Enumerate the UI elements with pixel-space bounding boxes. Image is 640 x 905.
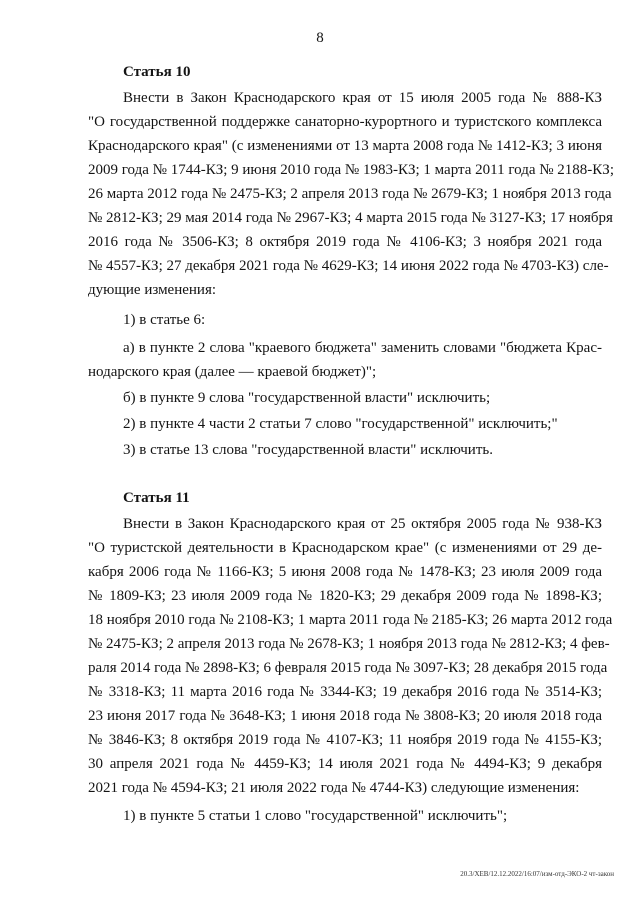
article-11-line: 30 апреля 2021 года № 4459-КЗ; 14 июля 2021 года № 4494-КЗ; 9 декабря — [88, 756, 602, 772]
article-11-line: Внести в Закон Краснодарского края от 25 октября 2005 года № 938-КЗ — [123, 516, 602, 532]
article-10-item: 3) в статье 13 слова "государственной власти" исключить. — [123, 442, 493, 458]
article-10-line: 2016 года № 3506-КЗ; 8 октября 2019 года № 4106-КЗ; 3 ноября 2021 года — [88, 234, 602, 250]
article-10-item: 1) в статье 6: — [123, 312, 206, 328]
article-11-line: № 2475-КЗ; 2 апреля 2013 года № 2678-КЗ; 1 ноября 2013 года № 2812-КЗ; 4 фев- — [88, 636, 610, 652]
article-11-line: "О туристской деятельности в Краснодарском крае" (с изменениями от 29 де- — [88, 540, 602, 556]
article-11-line: кабря 2006 года № 1166-КЗ; 5 июня 2008 года № 1478-КЗ; 23 июля 2009 года — [88, 564, 602, 580]
article-11-line: 2021 года № 4594-КЗ; 21 июля 2022 года № 4744-КЗ) следующие изменения: — [88, 780, 580, 796]
article-11-line: 23 июня 2017 года № 3648-КЗ; 1 июня 2018 года № 3808-КЗ; 20 июля 2018 года — [88, 708, 602, 724]
article-10-line: Краснодарского края" (с изменениями от 13 марта 2008 года № 1412-КЗ; 3 июня — [88, 138, 602, 154]
page-number: 8 — [316, 30, 324, 46]
article-10-line: "О государственной поддержке санаторно-курортного и туристского комплекса — [88, 114, 602, 130]
article-10-line: Внести в Закон Краснодарского края от 15 июля 2005 года № 888-КЗ — [123, 90, 602, 106]
article-10-item: б) в пункте 9 слова "государственной власти" исключить; — [123, 390, 491, 406]
article-11-line: № 3318-КЗ; 11 марта 2016 года № 3344-КЗ; 19 декабря 2016 года № 3514-КЗ; — [88, 684, 602, 700]
article-10-line: № 4557-КЗ; 27 декабря 2021 года № 4629-КЗ; 14 июня 2022 года № 4703-КЗ) сле- — [88, 258, 609, 274]
article-10-heading: Статья 10 — [123, 64, 191, 80]
article-11-line: № 3846-КЗ; 8 октября 2019 года № 4107-КЗ; 11 ноября 2019 года № 4155-КЗ; — [88, 732, 602, 748]
article-10-item: 2) в пункте 4 части 2 статьи 7 слово "государственной" исключить;" — [123, 416, 558, 432]
article-10-line: дующие изменения: — [88, 282, 217, 298]
article-11-line: 18 ноября 2010 года № 2108-КЗ; 1 марта 2011 года № 2185-КЗ; 26 марта 2012 года — [88, 612, 613, 628]
article-10-item: а) в пункте 2 слова "краевого бюджета" заменить словами "бюджета Крас- — [123, 340, 602, 356]
article-10-item: нодарского края (далее — краевой бюджет)"; — [88, 364, 377, 380]
article-10-line: № 2812-КЗ; 29 мая 2014 года № 2967-КЗ; 4 марта 2015 года № 3127-КЗ; 17 ноября — [88, 210, 613, 226]
article-11-item: 1) в пункте 5 статьи 1 слово "государственной" исключить"; — [123, 808, 508, 824]
article-10-line: 26 марта 2012 года № 2475-КЗ; 2 апреля 2013 года № 2679-КЗ; 1 ноября 2013 года — [88, 186, 612, 202]
article-10-line: 2009 года № 1744-КЗ; 9 июня 2010 года № 1983-КЗ; 1 марта 2011 года № 2188-КЗ; — [88, 162, 614, 178]
article-11-line: раля 2014 года № 2898-КЗ; 6 февраля 2015 года № 3097-КЗ; 28 декабря 2015 года — [88, 660, 608, 676]
document-footer-code: 20.3/ХЕВ/12.12.2022/16:07/изм-отд-ЭКО-2 чт-закон — [460, 870, 614, 878]
article-11-heading: Статья 11 — [123, 490, 190, 506]
article-11-line: № 1809-КЗ; 23 июля 2009 года № 1820-КЗ; 29 декабря 2009 года № 1898-КЗ; — [88, 588, 602, 604]
